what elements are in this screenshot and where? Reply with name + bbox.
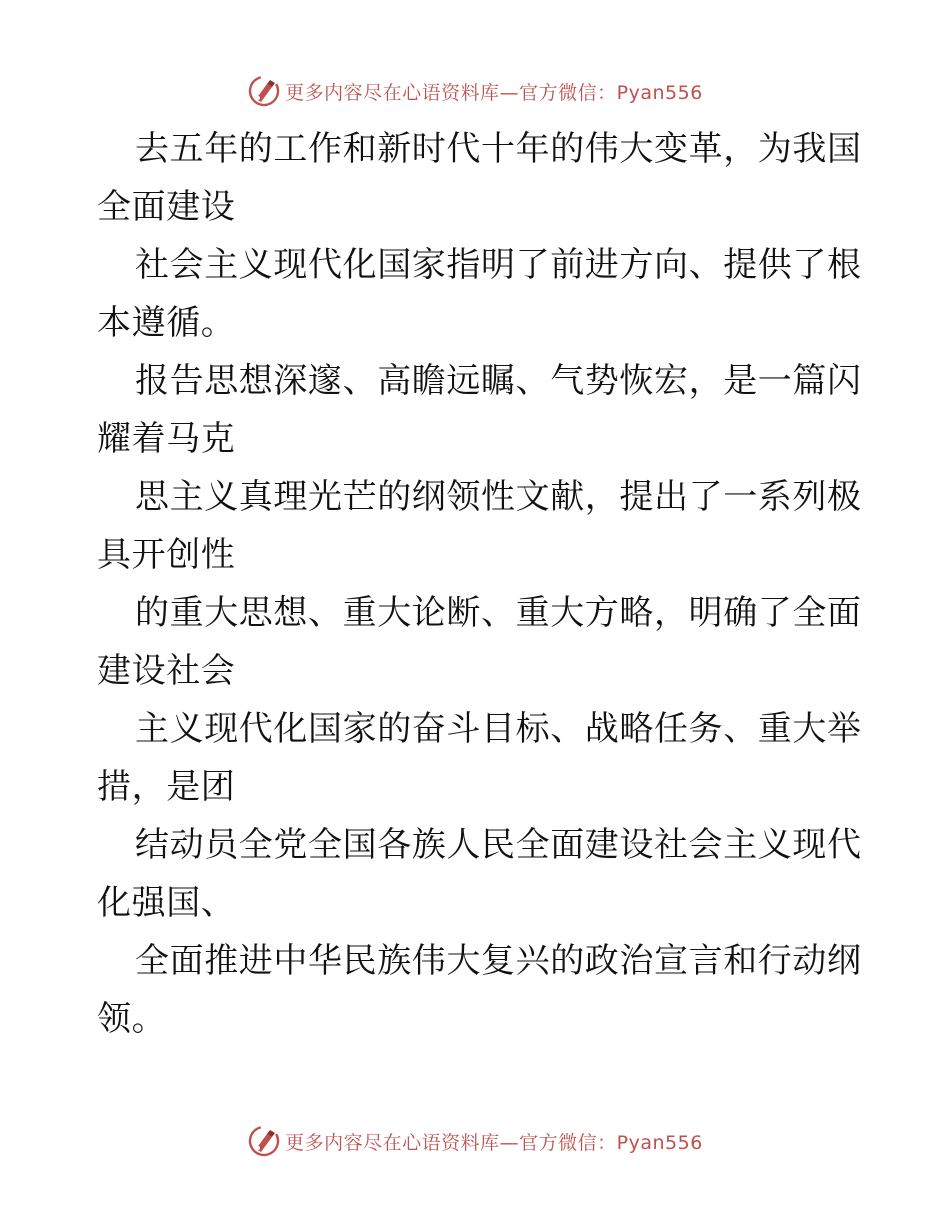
text-line: 报告思想深邃、高瞻远瞩、气势恢宏，是一篇闪 (135, 361, 862, 401)
text-line: 建设社会 (97, 651, 236, 691)
text-line: 耀着马克 (97, 419, 236, 459)
text-line: 主义现代化国家的奋斗目标、战略任务、重大举 (135, 709, 862, 749)
watermark-text: 更多内容尽在心语资料库—官方微信：Pyan556 (285, 1131, 703, 1154)
text-line: 去五年的工作和新时代十年的伟大变革，为我国 (135, 129, 862, 169)
text-line: 本遵循。 (97, 303, 236, 343)
text-line: 的重大思想、重大论断、重大方略，明确了全面 (135, 593, 862, 633)
watermark-text: 更多内容尽在心语资料库—官方微信：Pyan556 (285, 81, 703, 104)
pen-nib-logo-icon (247, 74, 281, 108)
text-line: 领。 (97, 999, 167, 1039)
text-line: 全面推进中华民族伟大复兴的政治宣言和行动纲 (135, 941, 862, 981)
text-line: 结动员全党全国各族人民全面建设社会主义现代 (135, 825, 862, 865)
text-line: 化强国、 (97, 883, 236, 923)
text-line: 全面建设 (97, 187, 236, 227)
text-line: 具开创性 (97, 535, 236, 575)
pen-nib-logo-icon (247, 1124, 281, 1158)
text-line: 措，是团 (97, 767, 236, 807)
text-line: 思主义真理光芒的纲领性文献，提出了一系列极 (135, 477, 862, 517)
header-watermark (0, 71, 950, 111)
footer-watermark (0, 1121, 950, 1161)
document-body (97, 120, 862, 1048)
text-line: 社会主义现代化国家指明了前进方向、提供了根 (135, 245, 862, 285)
